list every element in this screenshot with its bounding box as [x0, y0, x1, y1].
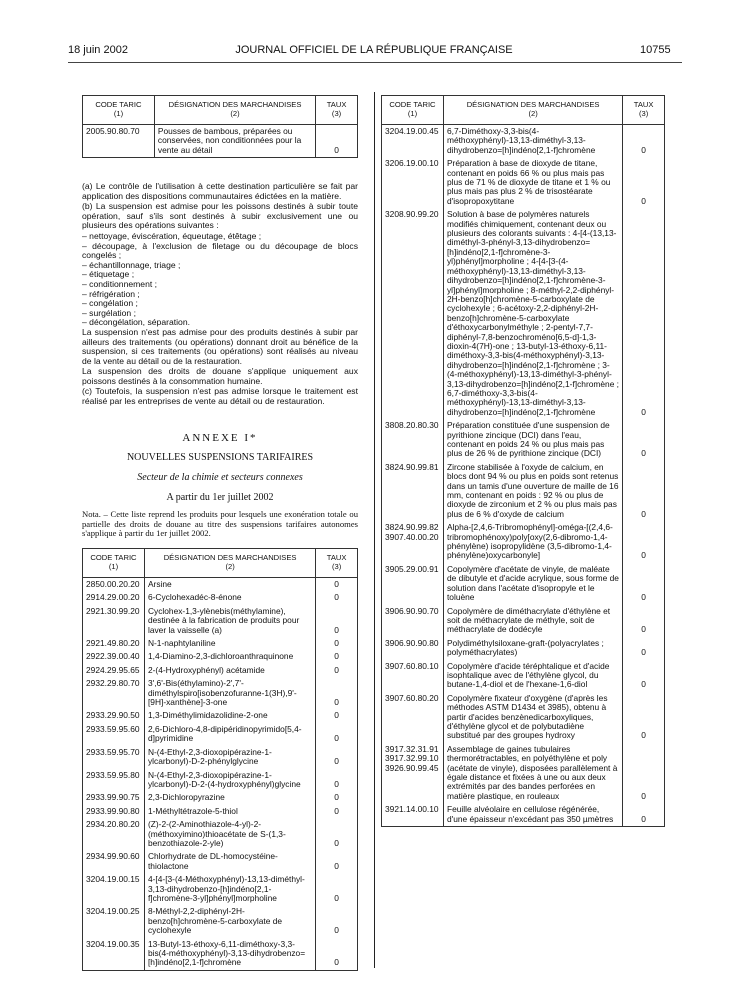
table-row [83, 591, 358, 604]
rate-cell: 0 [316, 723, 358, 746]
code-cell: 3204.19.00.15 [83, 873, 145, 905]
desc-cell: 2,3-Dichloropyrazine [144, 791, 315, 804]
annex-date: A partir du 1er juillet 2002 [166, 492, 274, 503]
annex-note: Nota. – Cette liste reprend les produits pour lesquels une exonération totale ou partielle des droits de douane au titre des suspensions tarifaires autonomes s'applique à partir du 1er juillet 2002. [82, 509, 358, 539]
code-cell: 2850.00.20.20 [83, 578, 145, 592]
table-row [83, 677, 358, 709]
desc-cell: 1-Méthyltétrazole-5-thiol [144, 805, 315, 818]
rate-cell: 0 [623, 208, 665, 419]
desc-cell: Préparation à base de dioxyde de titane, contenant en poids 66 % ou plus mais pas plus de 71 % de dioxyde de titane et 1 % ou plus mais pas plus 2 % de trisostéarate d'isopropoxytitane [443, 157, 622, 208]
table-row [382, 563, 665, 605]
desc-cell: N-(4-Ethyl-2,3-dioxopipérazine-1-ylcarbonyl)-D-2-(4-hydroxyphényl)glycine [144, 769, 315, 792]
rate-cell: 0 [316, 578, 358, 592]
desc-cell: 6-Cyclohexadéc-8-énone [144, 591, 315, 604]
code-cell: 3204.19.00.25 [83, 905, 145, 937]
table-row [83, 818, 358, 850]
annex-subtitle: NOUVELLES SUSPENSIONS TARIFAIRES [126, 452, 314, 463]
rate-cell: 0 [316, 850, 358, 873]
code-cell: 3905.29.00.91 [382, 563, 444, 605]
table-row [83, 938, 358, 971]
rate-cell: 0 [316, 677, 358, 709]
desc-cell: 8-Méthyl-2,2-diphényl-2H-benzo[h]chromène-5-carboxylate de cyclohexyle [144, 905, 315, 937]
table-row [83, 805, 358, 818]
list-item: – congélation ; [82, 298, 138, 309]
code-cell: 3206.19.00.10 [382, 157, 444, 208]
code-cell: 2933.99.90.80 [83, 805, 145, 818]
list-item: – découpage, à l'exclusion de filetage ou du découpage de blocs congelés ; [82, 240, 358, 261]
desc-cell: Copolymère de diméthacrylate d'éthylène et soit de méthacrylate de méthyle, soit de méthacrylate de dodécyle [443, 605, 622, 637]
code-cell: 2933.59.95.60 [83, 723, 145, 746]
desc-cell: Chlorhydrate de DL-homocystéine-thiolactone [144, 850, 315, 873]
rate-cell: 0 [316, 664, 358, 677]
table-header-row [382, 96, 665, 125]
code-cell: 3204.19.00.45 [382, 125, 444, 158]
table-row [83, 746, 358, 769]
desc-cell: Cyclohex-1,3-ylènebis(méthylamine), destinée à la fabrication de produits pour laver la vaisselle (a) [144, 605, 315, 637]
code-cell: 3917.32.31.91 3917.32.99.10 3926.90.99.45 [382, 743, 444, 803]
list-item: – décongélation, séparation. [82, 317, 190, 328]
rate-cell: 0 [316, 637, 358, 650]
rate-cell: 0 [623, 605, 665, 637]
column-separator [374, 92, 375, 968]
desc-cell: Copolymère d'acide téréphtalique et d'acide isophtalique avec de l'éthylène glycol, du butane-1,4-diol et de l'hexane-1,6-diol [443, 660, 622, 692]
col-header-code: CODE TARIC (1) [83, 96, 155, 125]
desc-cell: Alpha-[2,4,6-Tribromophényl]-oméga-[(2,4,6-tribromophénoxy)poly[oxy(2,6-dibromo-1,4-phénylène) isopropylidène (3,5-dibromo-1,4-phénylène)oxycarbonyle] [443, 521, 622, 563]
col-header-rate: TAUX (3) [623, 96, 665, 125]
code-cell: 2934.99.90.60 [83, 850, 145, 873]
table-row [382, 125, 665, 158]
code-cell: 3824.90.99.81 [382, 461, 444, 521]
table-row [83, 578, 358, 592]
table-row [83, 637, 358, 650]
list-item: – nettoyage, éviscération, équeutage, étêtage ; [82, 230, 262, 241]
table-row [83, 650, 358, 663]
rate-cell: 0 [316, 709, 358, 722]
code-cell: 2933.59.95.70 [83, 746, 145, 769]
rate-cell: 0 [623, 692, 665, 743]
rate-cell: 0 [316, 605, 358, 637]
rate-cell: 0 [316, 591, 358, 604]
desc-cell: Copolymère d'acétate de vinyle, de maléate de dibutyle et d'acide acrylique, sous forme de solution dans l'acétate d'isopropyle et le toluène [443, 563, 622, 605]
footnote-b: (b) La suspension est admise pour les poissons destinés à subir toute opération, sauf s'ils sont destinés à subir exclusivement une ou plusieurs des opérations suivantes : [82, 201, 358, 231]
table-row [382, 803, 665, 826]
desc-cell: N-1-naphtylaniline [144, 637, 315, 650]
table-row [382, 521, 665, 563]
annex-section: Secteur de la chimie et secteurs connexes [137, 472, 303, 483]
desc-cell: Polydiméthylsiloxane-graft-(polyacrylates ; polyméthacrylates) [443, 637, 622, 660]
desc-cell: Solution à base de polymères naturels modifiés chimiquement, contenant deux ou plusieurs des colorants suivants : 4-[4-(13,13-diméthyl-3-phényl-3,13-dihydrobenzo=[h]indéno[2,1-f]chromène-3-yl)phényl]morpholine ; 4-[4-[3-(4-méthoxyphényl)-13,13-diméthyl-3,13-dihydrobenzo=[h]indéno[2,1-f]chromène-3-yl]phényl]morpholine ; 8-méthyl-2,2-diphényl-2H-benzo[h]chromène-5-carboxylate de cyclohexyle ; 6-acétoxy-2,2-diphényl-2H-benzo[h]chromène-5-carboxylate d'éthoxycarbonylméthyle ; 2-pentyl-7,7-diphényl-7,8-benzochroméno[6,5-d]-1,3-dioxin-4(7H)-one ; 13-butyl-13-éthoxy-6,11-diméthoxy-3,3-bis(4-méthoxyphényl)-3,13-dihydrobenzo=[h]indéno[2,1-f]chromène ; 3-(4-méthoxyphényl)-13,13-diméthyl-3-phényl-3,13-dihydrobenzo=[h]indéno[2,1-f]chromène ; 6,7-diméthoxy-3,3-bis(4-méthoxyphényl)-13,13-diméthyl-3,13-dihydrobenzo=[h]indéno[2,1-f]chromène [443, 208, 622, 419]
desc-cell: 3',6'-Bis(éthylamino)-2',7'-diméthylspiro[isobenzofuranne-1(3H),9'-[9H]-xanthène]-3-one [144, 677, 315, 709]
col-header-desc: DÉSIGNATION DES MARCHANDISES (2) [154, 96, 315, 125]
rate-cell: 0 [623, 743, 665, 803]
table-row [382, 605, 665, 637]
code-cell: 3906.90.90.80 [382, 637, 444, 660]
taric-table-2 [82, 548, 358, 971]
header-date: 18 juin 2002 [68, 44, 128, 56]
table-header-row [83, 549, 358, 578]
list-item: – échantillonnage, triage ; [82, 259, 181, 270]
code-cell: 2922.39.00.40 [83, 650, 145, 663]
table-row [382, 743, 665, 803]
table-row [83, 850, 358, 873]
footnote-b3: La suspension des droits de douane s'applique uniquement aux poissons destinés à la consommation humaine. [82, 366, 358, 386]
code-cell: 3907.60.80.20 [382, 692, 444, 743]
desc-cell: 6,7-Diméthoxy-3,3-bis(4-méthoxyphényl)-13,13-diméthyl-3,13-dihydrobenzo=[h]indéno[2,1-f]chromène [443, 125, 622, 158]
code-cell: 3824.90.99.82 3907.40.00.20 [382, 521, 444, 563]
table-header-row [83, 96, 358, 125]
list-item: – étiquetage ; [82, 269, 135, 280]
rate-cell: 0 [623, 419, 665, 461]
table-row [382, 637, 665, 660]
desc-cell: 2,6-Dichloro-4,8-dipipéridinopyrimido[5,4-d]pyrimidine [144, 723, 315, 746]
rate-cell: 0 [623, 803, 665, 826]
col-header-code: CODE TARIC (1) [83, 549, 145, 578]
footnote-c: (c) Toutefois, la suspension n'est pas admise lorsque le traitement est réalisé par les entreprises de vente au détail ou de restauration. [82, 386, 358, 407]
rate-cell: 0 [316, 905, 358, 937]
rate-cell: 0 [623, 157, 665, 208]
col-header-rate: TAUX (3) [316, 96, 358, 125]
table-row [382, 461, 665, 521]
table-row [83, 791, 358, 804]
desc-cell: 2-(4-Hydroxyphényl) acétamide [144, 664, 315, 677]
code-cell: 2924.29.95.65 [83, 664, 145, 677]
desc-cell: Zircone stabilisée à l'oxyde de calcium, en blocs dont 94 % ou plus en poids sont retenus dans un tamis d'une ouverture de maille de 16 mm, contenant en poids : 92 % ou plus de dioxyde de zirconium et 2 % ou plus mais pas plus de 6 % d'oxyde de calcium [443, 461, 622, 521]
table-row [83, 723, 358, 746]
rate-cell: 0 [316, 938, 358, 971]
list-item: – surgélation ; [82, 307, 136, 318]
rate-cell: 0 [623, 563, 665, 605]
table-row [83, 664, 358, 677]
table-row [83, 873, 358, 905]
rate-cell: 0 [316, 650, 358, 663]
table-row [382, 692, 665, 743]
taric-table-3 [381, 95, 665, 827]
code-cell: 2921.49.80.20 [83, 637, 145, 650]
footnote-a: (a) Le contrôle de l'utilisation à cette destination particulière se fait par application des dispositions communautaires édictées en la matière. [82, 181, 358, 201]
code-cell: 3906.90.90.70 [382, 605, 444, 637]
col-header-code: CODE TARIC (1) [382, 96, 444, 125]
col-header-rate: TAUX (3) [316, 549, 358, 578]
rate-cell: 0 [316, 805, 358, 818]
annex-title: ANNEXE I* [182, 432, 258, 444]
table-row [83, 769, 358, 792]
table-row [83, 125, 358, 158]
table-row [382, 208, 665, 419]
taric-table-1 [82, 95, 358, 158]
col-header-desc: DÉSIGNATION DES MARCHANDISES (2) [443, 96, 622, 125]
table-row [83, 905, 358, 937]
rate-cell: 0 [316, 873, 358, 905]
desc-cell: (Z)-2-(2-Aminothiazole-4-yl)-2-(méthoxyimino)thioacétate de S-(1,3-benzothiazole-2-yle) [144, 818, 315, 850]
rate-cell: 0 [316, 769, 358, 792]
code-cell: 2933.59.95.80 [83, 769, 145, 792]
rate-cell: 0 [623, 521, 665, 563]
table-row [382, 660, 665, 692]
rate-cell: 0 [623, 660, 665, 692]
desc-cell: Feuille alvéolaire en cellulose régénérée, d'une épaisseur n'excédant pas 350 µmètres [443, 803, 622, 826]
code-cell: 2914.29.00.20 [83, 591, 145, 604]
code-cell: 2932.29.80.70 [83, 677, 145, 709]
desc-cell: N-(4-Ethyl-2,3-dioxopipérazine-1-ylcarbonyl)-D-2-phénylglycine [144, 746, 315, 769]
code-cell: 3921.14.00.10 [382, 803, 444, 826]
header-title: JOURNAL OFFICIEL DE LA RÉPUBLIQUE FRANÇAISE [235, 44, 513, 56]
table-row [83, 709, 358, 722]
table-row [83, 605, 358, 637]
code-cell: 2921.30.99.20 [83, 605, 145, 637]
code-cell: 2933.29.90.50 [83, 709, 145, 722]
desc-cell: 13-Butyl-13-éthoxy-6,11-diméthoxy-3,3-bis(4-méthoxyphényl)-3,13-dihydrobenzo=[h]indéno[2,1-f]chromène [144, 938, 315, 971]
code-cell: 3208.90.99.20 [382, 208, 444, 419]
header-page-number: 10755 [640, 44, 671, 56]
rate-cell: 0 [316, 125, 358, 158]
desc-cell: 4-[4-[3-(4-Méthoxyphényl)-13,13-diméthyl-3,13-dihydrobenzo-[h]indéno[2,1-f]chromène-3-yl]phényl]morpholine [144, 873, 315, 905]
list-item: – conditionnement ; [82, 278, 158, 289]
list-item: – réfrigération ; [82, 288, 140, 299]
header-rule [68, 62, 682, 63]
rate-cell: 0 [623, 461, 665, 521]
rate-cell: 0 [623, 125, 665, 158]
code-cell: 3808.20.80.30 [382, 419, 444, 461]
code-cell: 3907.60.80.10 [382, 660, 444, 692]
desc-cell: Préparation constituée d'une suspension de pyrithione zincique (DCI) dans l'eau, contenant en poids 24 % ou plus mais pas plus de 26 % de pyrithione zincique (DCI) [443, 419, 622, 461]
col-header-desc: DÉSIGNATION DES MARCHANDISES (2) [144, 549, 315, 578]
code-cell: 2005.90.80.70 [83, 125, 155, 158]
desc-cell: Arsine [144, 578, 315, 592]
footnotes [82, 182, 358, 408]
code-cell: 2933.99.90.75 [83, 791, 145, 804]
footnote-b2: La suspension n'est pas admise pour des produits destinés à subir par ailleurs des traitements (ou opérations) donnant droit au bénéfice de la suspension, si ces traitements (ou opérations) sont réalisés au niveau de la vente au détail ou de la restauration. [82, 326, 358, 366]
table-row [382, 157, 665, 208]
footnote-b-list [82, 232, 358, 328]
code-cell: 3204.19.00.35 [83, 938, 145, 971]
desc-cell: 1,3-Diméthylimidazolidine-2-one [144, 709, 315, 722]
rate-cell: 0 [316, 818, 358, 850]
rate-cell: 0 [316, 791, 358, 804]
rate-cell: 0 [623, 637, 665, 660]
code-cell: 2934.20.80.20 [83, 818, 145, 850]
desc-cell: 1,4-Diamino-2,3-dichloroanthraquinone [144, 650, 315, 663]
rate-cell: 0 [316, 746, 358, 769]
desc-cell: Pousses de bambous, préparées ou conservées, non conditionnées pour la vente au détail [154, 125, 315, 158]
desc-cell: Copolymère fixateur d'oxygène (d'après les méthodes ASTM D1434 et 3985), obtenu à partir d'acides benzènedicarboxyliques, d'éthylène glycol et de polybutadiène substitué par des groupes hydroxy [443, 692, 622, 743]
desc-cell: Assemblage de gaines tubulaires thermorétractables, en polyéthylène et poly (acétate de vinyle), disposées parallèlement à égale distance et fixées à une ou aux deux extrémités par des bandes perforées en matière plastique, en rouleaux [443, 743, 622, 803]
table-row [382, 419, 665, 461]
